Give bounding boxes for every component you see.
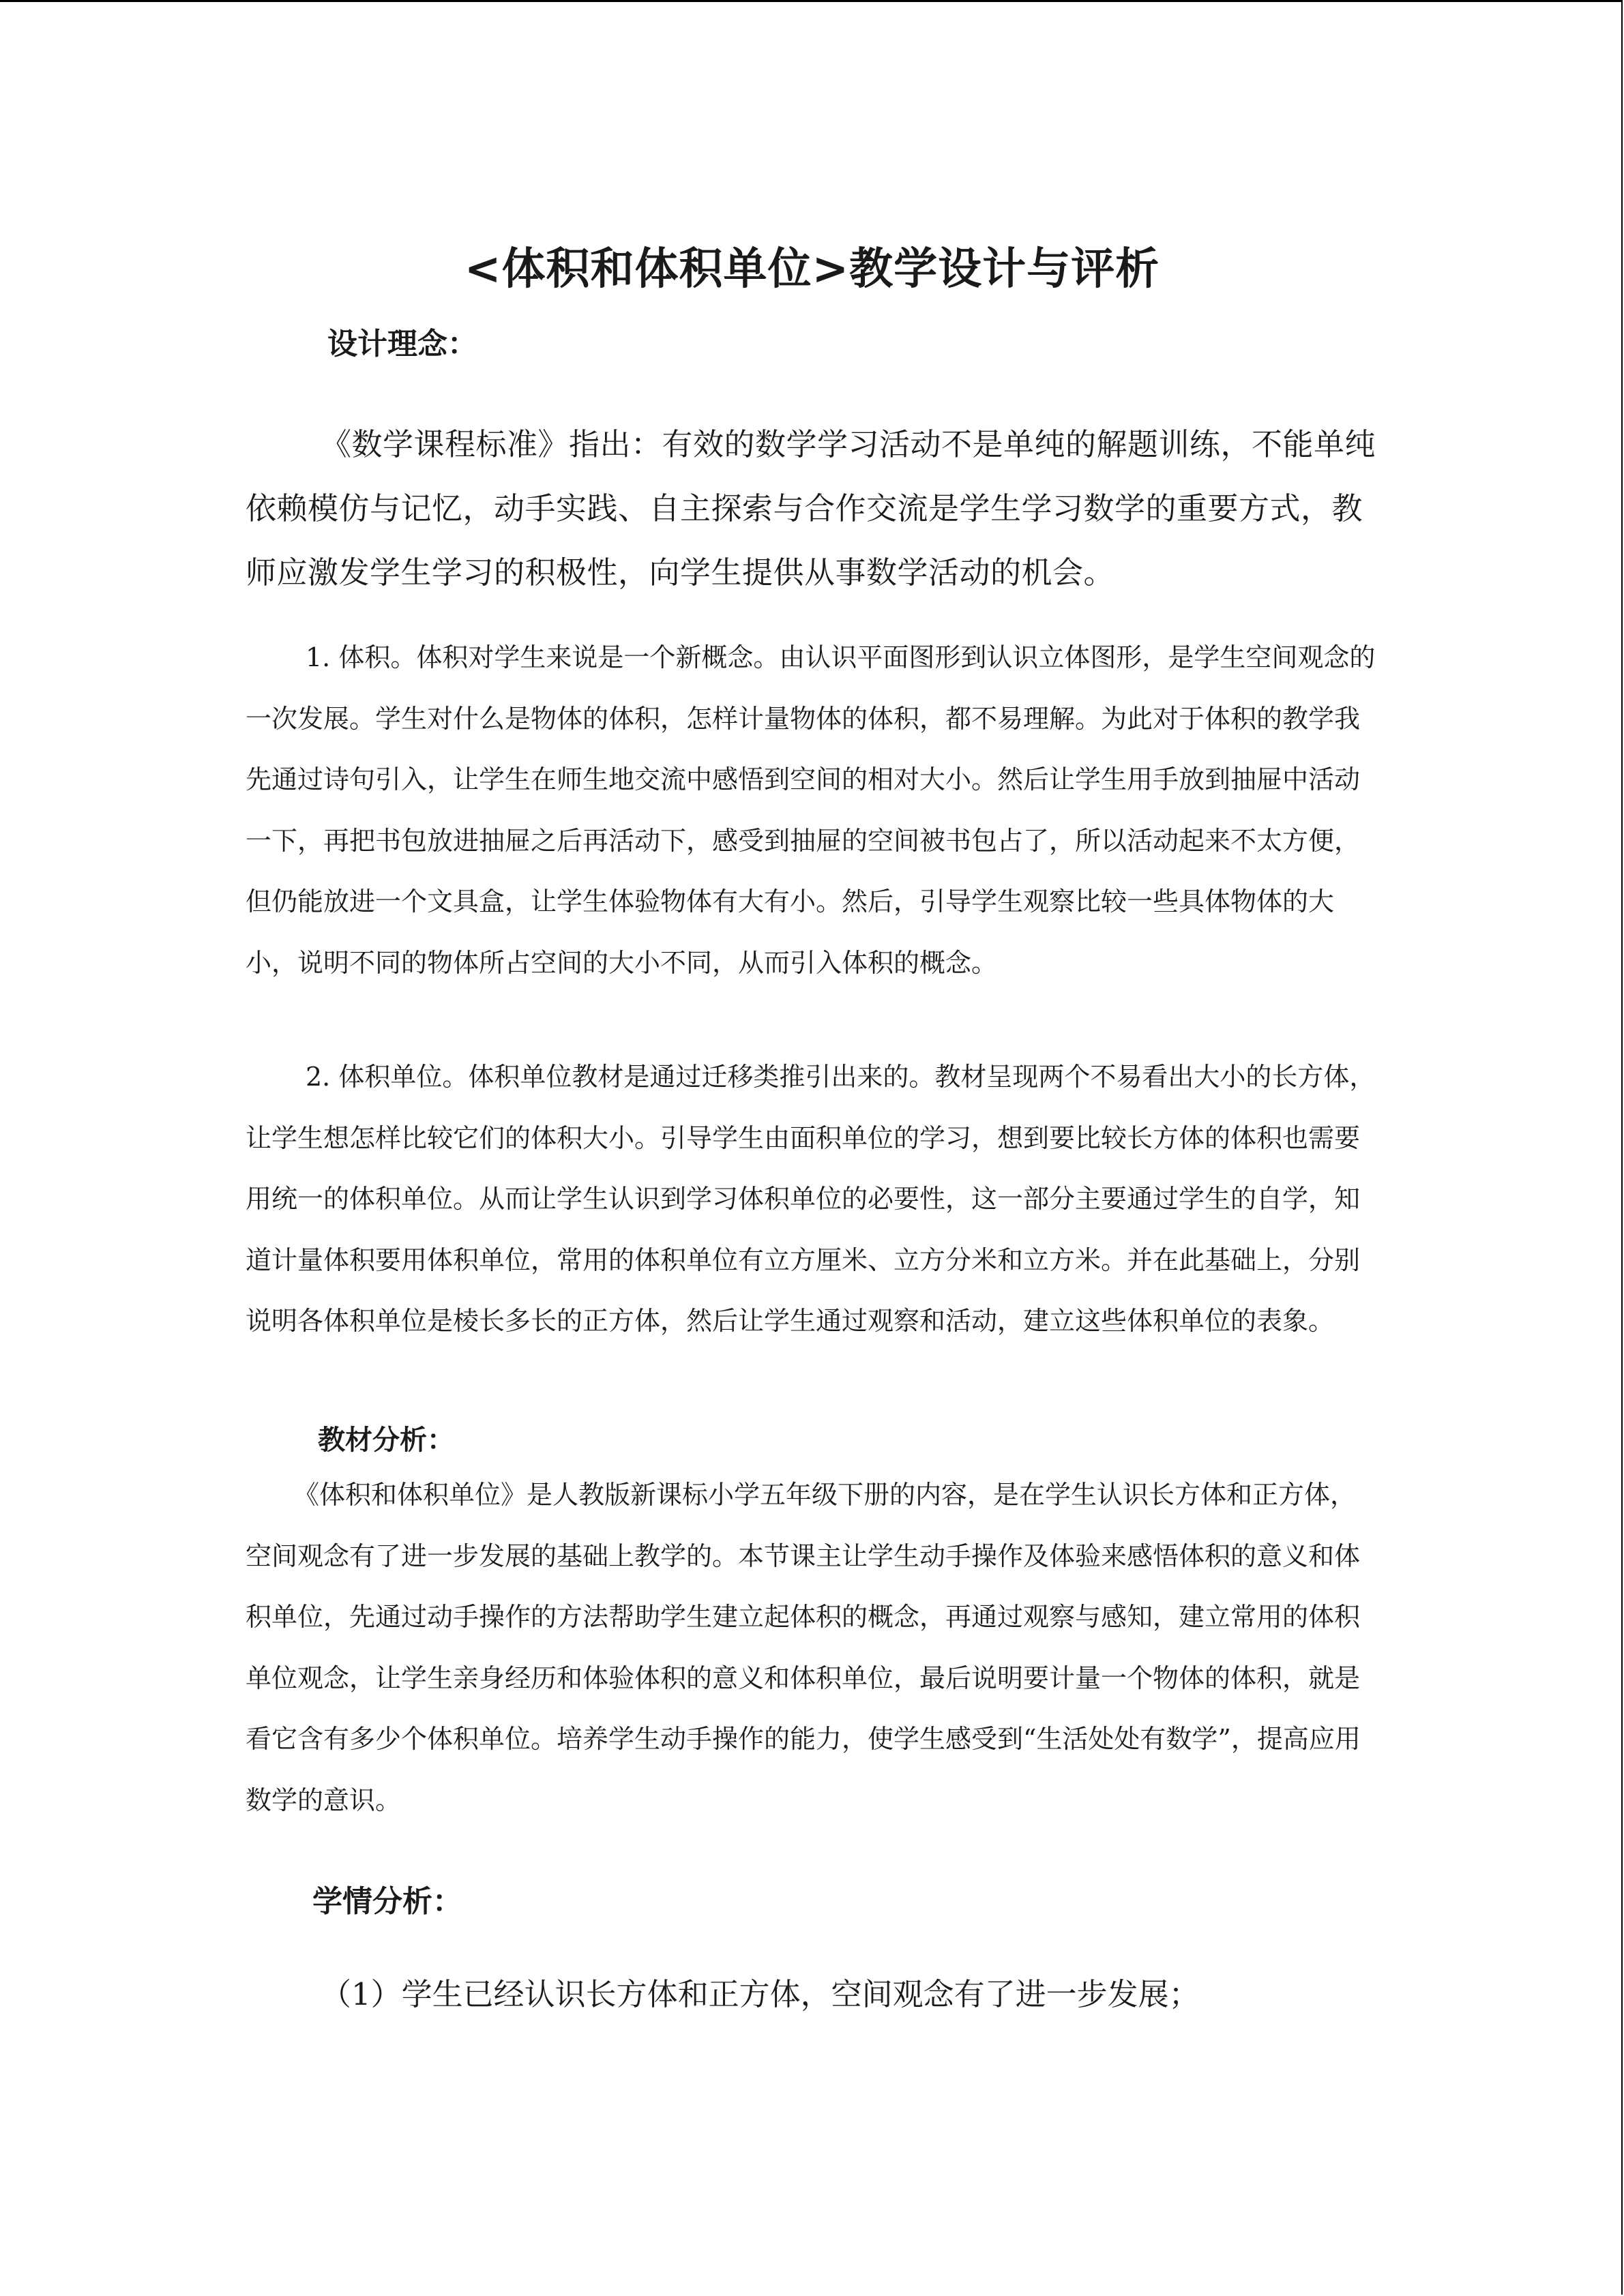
material-analysis-body: 《体积和体积单位》是人教版新课标小学五年级下册的内容，是在学生认识长方体和正方体，空间观念有了进一步发展的基础上教学的。本节课主让学生动手操作及体验来感悟体积的意义和体积单位，先通过动手操作的方法帮助学生建立起体积的概念，再通过观察与感知，建立常用的体积单位观念，让学生亲身经历和体验体积的意义和体积单位，最后说明要计量一个物体的体积，就是看它含有多少个体积单位。培养学生动手操作的能力，使学生感受到“生活处处有数学”，提高应用数学的意识。 <box>246 1480 1361 1815</box>
student-analysis-item: （1）学生已经认识长方体和正方体，空间观念有了进一步发展； <box>321 1976 1200 2012</box>
design-concept-heading: 设计理念： <box>327 327 477 361</box>
material-analysis-heading: 教材分析： <box>318 1425 454 1456</box>
student-analysis-heading: 学情分析： <box>312 1884 462 1919</box>
design-concept-intro: 《数学课程标准》指出：有效的数学学习活动不是单纯的解题训练，不能单纯依赖模仿与记忆，动手实践、自主探索与合作交流是学生学习数学的重要方式，教师应激发学生学习的积极性，向学生提供从事数学活动的机会。 <box>246 426 1376 591</box>
document-title: <体积和体积单位>教学设计与评析 <box>464 243 1160 295</box>
design-item-volume-unit: 2. 体积单位。体积单位教材是通过迁移类推引出来的。教材呈现两个不易看出大小的长方体，让学生想怎样比较它们的体积大小。引导学生由面积单位的学习，想到要比较长方体的体积也需要用统一的体积单位。从而让学生认识到学习体积单位的必要性，这一部分主要通过学生的自学，知道计量体积要用体积单位，常用的体积单位有立方厘米、立方分米和立方米。并在此基础上，分别说明各体积单位是棱长多长的正方体，然后让学生通过观察和活动，建立这些体积单位的表象。 <box>246 1062 1376 1336</box>
design-item-volume: 1. 体积。体积对学生来说是一个新概念。由认识平面图形到认识立体图形，是学生空间观念的一次发展。学生对什么是物体的体积，怎样计量物体的体积，都不易理解。为此对于体积的教学我先通过诗句引入，让学生在师生地交流中感悟到空间的相对大小。然后让学生用手放到抽屉中活动一下，再把书包放进抽屉之后再活动下，感受到抽屉的空间被书包占了，所以活动起来不太方便，但仍能放进一个文具盒，让学生体验物体有大有小。然后，引导学生观察比较一些具体物体的大小，说明不同的物体所占空间的大小不同，从而引入体积的概念。 <box>246 642 1376 978</box>
